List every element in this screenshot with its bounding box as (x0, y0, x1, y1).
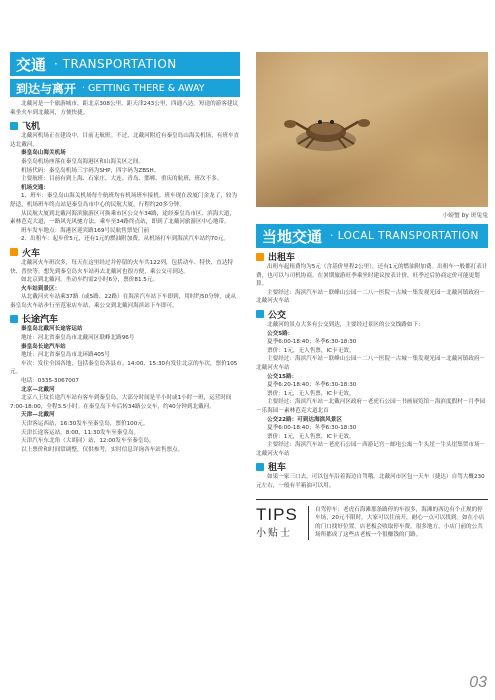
crab-illustration (256, 52, 488, 207)
shuttle-departure: 班车发车地点：海港区迎宾路169号民航售票处门前 (21, 227, 150, 234)
tips-label (256, 506, 309, 540)
station-2-address: 地址：河北省秦皇岛市北环路405号 (21, 352, 110, 359)
intro-text: 北戴河是一个旅游城市，距北京308公里，距天津243公里，四通八达。短途的游客建议乘坐火车到北戴河，方便快捷。 (10, 101, 239, 116)
route-22-stops: 主要经过：海滨汽车站－老虎石公园－西游记宫－邮电公寓－牛头崖－牛头崖集贸市场－北戴河火车站 (256, 442, 486, 457)
tianjin-route-1: 天津客运西站，16:30发车至秦皇岛，票价100元。 (21, 421, 149, 427)
route-22-fare: 票价：1元，无人售票，IC卡无效。 (267, 433, 355, 440)
train-to-scenic: 从北戴河火车站乘37路（或5路、22路）在海滨汽车站下车即到，用时约50分钟，或从秦皇岛火车站步行至范家店车站，乘公交到北戴河海滨站下车即可。 (10, 294, 237, 309)
air-para: 北戴河机场正在建设中，目前无航班。不过，北戴河附近有秦皇岛山海关机场，有班车直达北戴河。 (10, 133, 240, 148)
left-column (10, 52, 240, 454)
local-header-cn: 当地交通 (262, 227, 323, 246)
page-number: 03 (469, 674, 487, 691)
bus-icon (256, 310, 264, 318)
local-bus-section-title: 公交 (256, 309, 488, 320)
car-icon (256, 463, 264, 471)
airport-code: 机场代码：秦皇岛机场三字码为SHP，四字码为ZBSH。 (21, 167, 160, 174)
header-en: · TRANSPORTATION (54, 57, 177, 71)
taxi-icon (256, 253, 264, 261)
header-cn: 交通 (16, 55, 47, 74)
route-15-time: 夏季6:20-18:40；冬季6:30-18:30 (267, 382, 357, 389)
tips-content (309, 506, 488, 540)
tips-title-en: TIPS (256, 504, 298, 524)
subheader-cn: 到达与离开 (16, 81, 77, 96)
station-1-address: 地址：河北省秦皇岛市北戴河区联峰北路96号 (21, 335, 135, 342)
airport-taxi: 2、出租车：起步价5元，还有1元的燃油附加费，从机场打车到海滨汽车站约70元。 (21, 236, 229, 243)
airport-location: 秦皇岛机场座落在秦皇岛海港区和山海关区之间。 (21, 158, 145, 165)
bus-phone: 电话：0335-3067007 (21, 378, 79, 385)
bus-schedule: 车次：发往全国各地，包括秦皇岛各县市。14:00、15:30有发往北京的车次，票价105元。 (10, 360, 238, 376)
beijing-route: 北京八王坟长途汽车站有客车到秦皇岛，大部分时间是半小时或1小时一班，运营时间7:00-18:00，全程3.5小时。在秦皇岛下车后转34路公交车，约40分钟到北戴河。 (10, 395, 232, 410)
rental-para: 如果一家三口去，可以包车沿着海边自驾哦。北戴河市区包一天车（捷达）自驾大概230元左右，一般有半箱油可以用。 (256, 474, 485, 490)
route-22-title: 公交22路：可到达海滨风景区 (267, 416, 342, 423)
train-section-title: 火车 (10, 247, 240, 258)
station-2-name: 秦皇岛长途汽车站 (21, 343, 66, 350)
rental-section-title: 租车 (256, 461, 488, 472)
taxi-route: 主要经过：海滨汽车站－联峰山公园－二八一医院－古城－集发观光园－北戴河镇政府－北戴河火车站 (256, 289, 486, 305)
local-header-en: · LOCAL TRANSPORTATION (330, 230, 479, 242)
route-5-title: 公交5路： (267, 330, 294, 337)
tianjin-route-3: 天津汽车东北角（大胡同）站，12:00发车至秦皇岛。 (21, 438, 155, 445)
photo-caption: 小螃蟹 by 斑兔兔 (442, 213, 488, 219)
airport-shuttle: 1、班车：秦皇岛山海关机场每个航班均有机场班车接机。班车现在改厦门金龙了，较为舒适，机场班车终点站是秦皇岛市中心的民航大厦，行程约20多分钟。 (10, 193, 238, 208)
taxi-section-title: 出租车 (256, 251, 488, 262)
route-5-time: 夏季6:00-18:40；冬季6:30-18:30 (267, 339, 357, 346)
subheader-en: · GETTING THERE & AWAY (82, 82, 205, 94)
tips-text: 自驾停车：老虎石海滩那条路停的车很多，海滩的西边有个正规的停车场，20元不限时。大家可以往前开，耐心一点可以找到。如在小店的门口找好位置，店老板会收取停车费。很多地方，小店门前的公共场所都成了这些店老板一个很赚钱的门路。 (315, 506, 485, 539)
airport-title: 秦皇岛山海关机场 (21, 150, 66, 157)
tianjin-route-title: 天津—北戴河 (21, 412, 55, 419)
crab-photo (256, 52, 488, 207)
subheader-getting-there (10, 79, 240, 97)
plane-icon (10, 122, 18, 130)
airport-flights: 主要航班：目前有到上海、石家庄、大连、青岛、邯郸、重庆的航班，班次不多。 (21, 176, 223, 183)
route-15-fare: 票价：1元，无人售票，IC卡无效。 (267, 390, 355, 397)
route-15-title: 公交15路： (267, 373, 298, 380)
route-5-stops: 主要经过：海滨汽车站－联峰山公园－二八一医院－古城－集发观光园－北戴河镇政府－北戴河火车站 (256, 356, 486, 371)
airport-transport-title: 机场交通： (21, 184, 49, 191)
price-note: 以上票价和时间常调整，仅供参考，实时信息详询各车站售票点。 (21, 446, 184, 453)
tips-title-cn: 小贴士 (256, 527, 292, 539)
local-bus-intro: 北戴河的景点大多有公交到达，主要经过景区的公交线路如下： (267, 321, 424, 328)
air-section-title: 飞机 (10, 120, 240, 131)
route-15-stops: 主要经过：海滨汽车站－北戴河区政府－老虎石公园－书画展览馆－海滨度假村－月季园－乐海园－素林芭克大道北首 (256, 399, 486, 414)
taxi-para: 出租车起租费均为5元（含基价里程2公里），还有1元的燃油附加费。出租车一般都打表计费，也可以与司机协商。在暑期旅游旺季乘坐时建议按表计价，旺季过后协商定价可能更划算。 (256, 264, 488, 288)
beijing-route-title: 北京—北戴河 (21, 386, 55, 393)
train-icon (10, 248, 18, 256)
train-para: 北戴河火车班次多，每天在这里经过并停留的火车共122列，包括动车、特快、直达特快、普快等。想先到秦皇岛火车站再去北戴河也很方便，乘公交可到达。 (10, 259, 234, 275)
section-header-transportation (10, 52, 240, 76)
airport-bus-transfer: 从民航大厦到北戴河海滨旅游区可换乘市区公交车34路，途经秦皇岛市区、滨海大道，素林芭克大道，一路风光风驰方法。乘车至34路终点站，即到了北戴河旅游区中心地带。 (10, 210, 236, 226)
station-1-name: 秦皇岛北戴河长途客运站 (21, 326, 83, 333)
bus-icon (10, 315, 18, 323)
route-5-fare: 票价：1元，无人售票，IC卡无效。 (267, 347, 355, 354)
train-to-scenic-title: 火车站到景区： (21, 285, 61, 292)
route-22-time: 夏季6:00-18:40；冬季6:30-18:30 (267, 425, 357, 432)
tianjin-route-2: 天津长途客运站，8:00、11:30发车至秦皇岛。 (21, 429, 140, 436)
section-header-local (256, 224, 488, 248)
train-beijing: 如北京到北戴河，坐动车约需2小时6分，票价81.5元。 (21, 277, 159, 284)
right-column (256, 52, 488, 540)
tips-box (256, 499, 488, 540)
bus-section-title: 长途汽车 (10, 313, 240, 324)
